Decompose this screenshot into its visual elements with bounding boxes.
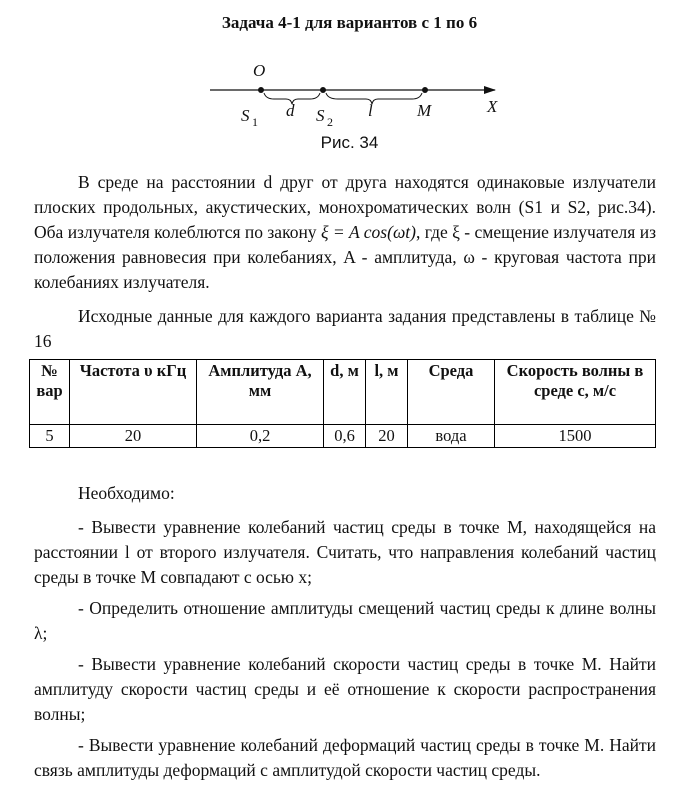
col-header-l: l, м	[366, 360, 408, 425]
point-s2	[320, 87, 326, 93]
paragraph-source-data: Исходные данные для каждого варианта задания представлены в таблице № 16	[34, 306, 656, 351]
task-title: Задача 4-1 для вариантов с 1 по 6	[221, 13, 478, 32]
x-axis-arrow	[484, 86, 496, 94]
task-item-2: - Определить отношение амплитуды смещений частиц среды к длине волны λ;	[34, 598, 656, 643]
table-row	[30, 425, 656, 448]
col-header-speed: Скорость волны в среде c, м/с	[495, 360, 656, 425]
col-header-medium: Среда	[408, 360, 495, 425]
task-item-1: - Вывести уравнение колебаний частиц среды в точке M, находящейся на расстоянии l от второго излучателя. Считать, что направления колебаний частиц среды в точке M совпадают с осью x;	[34, 517, 656, 587]
label-l: l	[368, 101, 373, 120]
cell-l: 20	[366, 425, 408, 448]
label-s2-sub: 2	[327, 115, 333, 129]
col-header-amplitude: Амплитуда A, мм	[197, 360, 324, 425]
required-heading: Необходимо:	[78, 483, 175, 503]
oscillation-formula: ξ = A cos(ωt)	[320, 222, 416, 242]
label-s1-sub: 1	[252, 115, 258, 129]
label-m: M	[417, 101, 432, 120]
label-s1: S	[241, 106, 250, 125]
point-m	[422, 87, 428, 93]
paragraph-description	[34, 170, 656, 295]
col-header-d: d, м	[324, 360, 366, 425]
point-s1	[258, 87, 264, 93]
cell-frequency: 20	[70, 425, 197, 448]
cell-variant: 5	[30, 425, 70, 448]
label-s2: S	[316, 106, 325, 125]
col-header-frequency: Частота υ кГц	[70, 360, 197, 425]
paragraph-description-tail: , где ξ - смещение излучателя из положения равновесия при колебаниях, A - амплитуда, ω - круговая частота при колебаниях излучателя.	[34, 222, 656, 292]
cell-d: 0,6	[324, 425, 366, 448]
variant-table	[29, 359, 656, 448]
label-o: O	[253, 61, 266, 80]
brace-l	[326, 93, 422, 104]
col-header-variant: № вар	[30, 360, 70, 425]
cell-speed: 1500	[495, 425, 656, 448]
task-item-3: - Вывести уравнение колебаний скорости частиц среды в точке M. Найти амплитуду скорости частиц среды и её отношение к скорости распространения волны;	[34, 654, 656, 724]
cell-medium: вода	[408, 425, 495, 448]
label-d: d	[286, 101, 295, 120]
task-item-4: - Вывести уравнение колебаний деформаций частиц среды в точке M. Найти связь амплитуды деформаций с амплитудой скорости частиц среды.	[34, 735, 656, 780]
cell-amplitude: 0,2	[197, 425, 324, 448]
paragraph-description-text: В среде на расстоянии d друг от друга находятся одинаковые излучатели плоских продольных, акустических, монохроматических волн (S1 и S2, рис.34). Оба излучателя колеблются по закону	[34, 172, 656, 242]
figure-caption: Рис. 34	[320, 133, 379, 152]
table-header-row	[30, 360, 656, 425]
label-x: X	[487, 97, 498, 116]
